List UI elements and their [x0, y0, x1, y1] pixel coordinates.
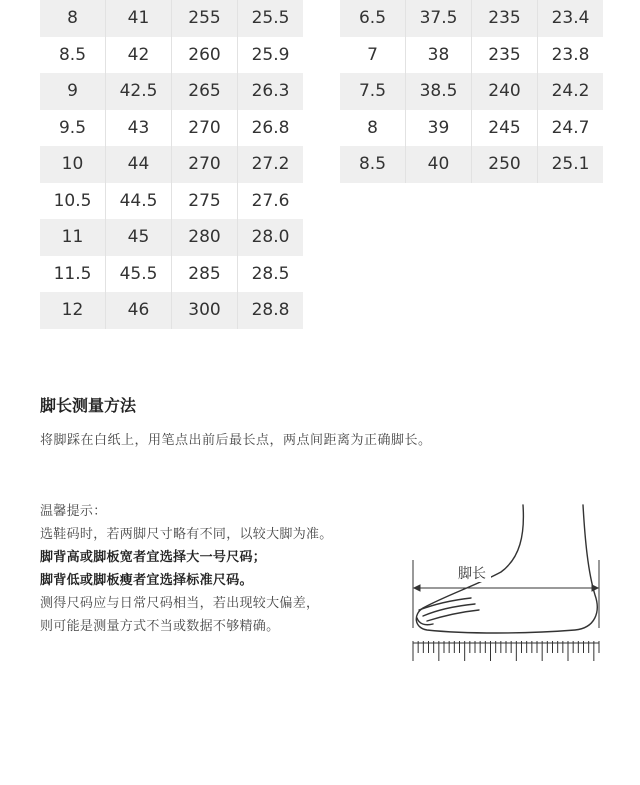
size-row: [340, 0, 603, 37]
size-cell: 265: [171, 73, 237, 110]
size-cell: 11: [40, 219, 105, 256]
size-cell: 270: [171, 146, 237, 183]
size-cell: 250: [471, 146, 537, 183]
arrow-right-icon: [592, 585, 598, 591]
size-row: [40, 146, 303, 183]
tips-line-5: 则可能是测量方式不当或数据不够精确。: [40, 619, 280, 634]
size-cell: 27.6: [237, 183, 303, 220]
size-cell: 245: [471, 110, 537, 147]
tips-line-4: 测得尺码应与日常尺码相当，若出现较大偏差，: [40, 596, 320, 611]
size-row: [340, 146, 603, 183]
tips-line-1: 选鞋码时，若两脚尺寸略有不同，以较大脚为准。: [40, 527, 333, 542]
size-cell: 24.2: [537, 73, 603, 110]
size-cell: 10.5: [53, 190, 92, 211]
size-cell: 39: [405, 110, 471, 147]
size-cell: 26.3: [237, 73, 303, 110]
size-row: [40, 73, 303, 110]
size-cell: 23.4: [537, 0, 603, 37]
size-row: [340, 37, 603, 74]
size-cell: 28.5: [237, 256, 303, 293]
tips-line-2: 脚背高或脚板宽者宜选择大一号尺码；: [40, 550, 267, 565]
size-cell: 10: [40, 146, 105, 183]
size-cell: 12: [40, 292, 105, 329]
size-row: [40, 292, 303, 329]
size-cell: 6.5: [340, 0, 405, 37]
size-cell: 9: [40, 73, 105, 110]
size-cell: 43: [105, 110, 171, 147]
foot-measurement-diagram: [405, 500, 610, 670]
measure-title: 脚长测量方法: [40, 396, 137, 415]
size-cell: 8.5: [58, 44, 87, 65]
arrow-left-icon: [414, 585, 420, 591]
size-cell: 41: [105, 0, 171, 37]
tips-heading: 温馨提示：: [40, 504, 107, 519]
measure-description: 将脚踩在白纸上，用笔点出前后最长点，两点间距离为正确脚长。: [40, 433, 432, 448]
size-row: [40, 37, 303, 74]
size-cell: 235: [471, 37, 537, 74]
size-cell: 25.9: [237, 37, 303, 74]
size-cell: 275: [171, 183, 237, 220]
size-cell: 255: [171, 0, 237, 37]
size-cell: 40: [405, 146, 471, 183]
size-cell: 23.8: [537, 37, 603, 74]
size-cell: 28.8: [237, 292, 303, 329]
size-cell: 8: [40, 0, 105, 37]
foot-outline-icon: [416, 505, 597, 633]
tips-line-3: 脚背低或脚板瘦者宜选择标准尺码。: [40, 573, 253, 588]
size-row: [40, 219, 303, 256]
size-row: [340, 73, 603, 110]
size-cell: 45: [105, 219, 171, 256]
size-cell: 11.5: [53, 263, 92, 284]
size-cell: 44.5: [105, 183, 171, 220]
size-cell: 26.8: [237, 110, 303, 147]
size-cell: 38.5: [405, 73, 471, 110]
size-row: [40, 256, 303, 293]
size-row: [340, 110, 603, 147]
size-cell: 24.7: [537, 110, 603, 147]
men-size-table: [40, 0, 303, 329]
size-cell: 285: [171, 256, 237, 293]
size-cell: 7.5: [340, 73, 405, 110]
size-cell: 27.2: [237, 146, 303, 183]
ruler: [413, 641, 599, 661]
size-cell: 8.5: [340, 146, 405, 183]
tips-block: [40, 500, 333, 638]
size-cell: 25.5: [237, 0, 303, 37]
size-cell: 270: [171, 110, 237, 147]
size-cell: 38: [405, 37, 471, 74]
size-cell: 8: [367, 117, 378, 138]
size-cell: 260: [171, 37, 237, 74]
size-cell: 25.1: [537, 146, 603, 183]
size-row: [40, 0, 303, 37]
size-row: [40, 183, 303, 220]
size-row: [40, 110, 303, 147]
size-cell: 240: [471, 73, 537, 110]
women-size-table: [340, 0, 603, 183]
size-cell: 7: [367, 44, 378, 65]
size-cell: 42: [105, 37, 171, 74]
size-cell: 9.5: [58, 117, 87, 138]
size-cell: 300: [171, 292, 237, 329]
size-cell: 44: [105, 146, 171, 183]
size-cell: 280: [171, 219, 237, 256]
size-cell: 42.5: [105, 73, 171, 110]
size-cell: 28.0: [237, 219, 303, 256]
foot-length-label: 脚长: [458, 566, 486, 582]
size-cell: 46: [105, 292, 171, 329]
size-cell: 235: [471, 0, 537, 37]
size-cell: 45.5: [105, 256, 171, 293]
size-cell: 37.5: [405, 0, 471, 37]
